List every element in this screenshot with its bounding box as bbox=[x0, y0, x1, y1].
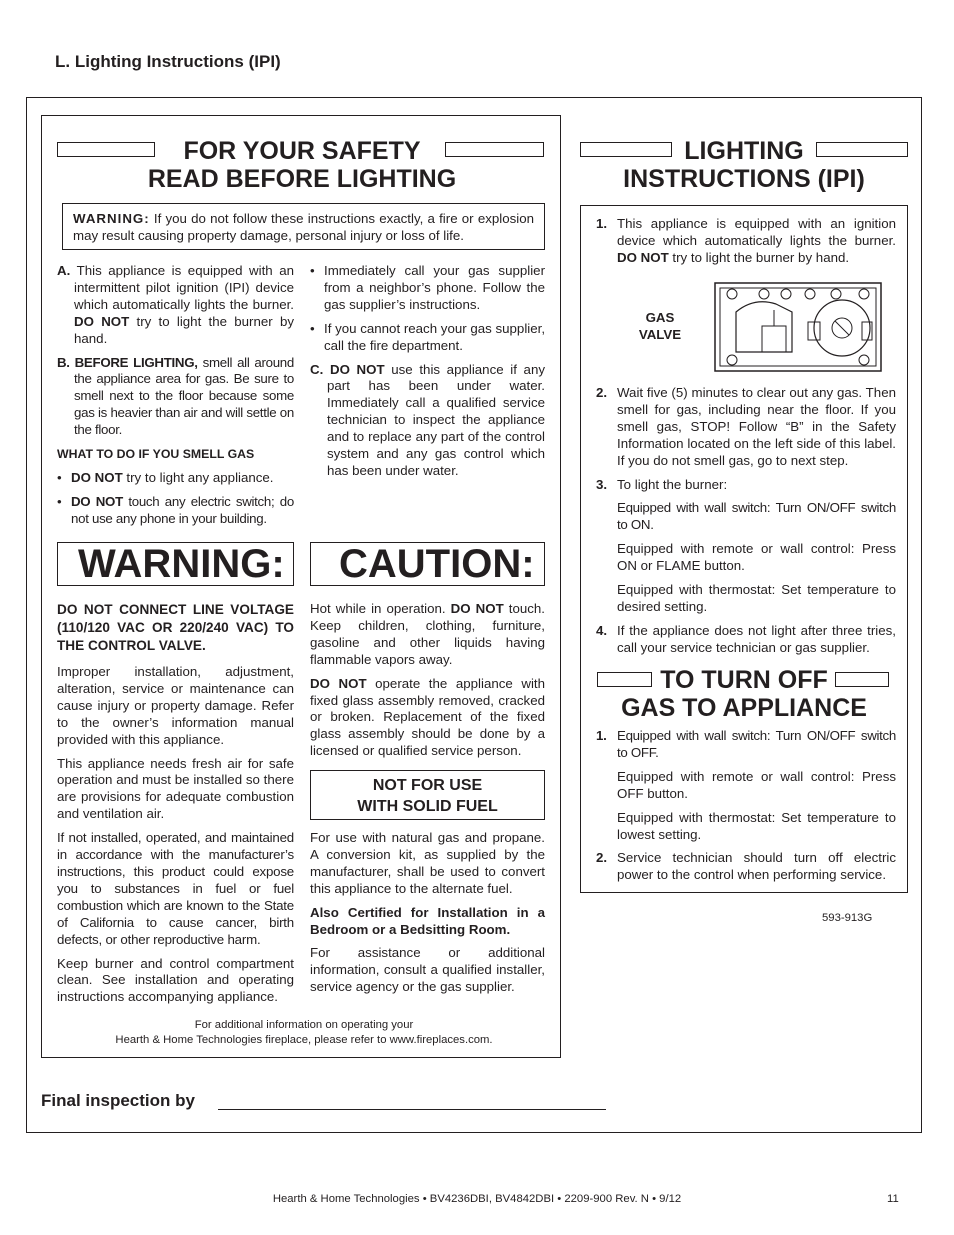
lighting-step-2: 2. Wait five (5) minutes to clear out any gas. Then smell for gas, including near the floor. If you smell gas, STOP! Follow “B” in the Safety Information located on the left side of this label. If you do not smell gas, go to next step. bbox=[596, 385, 896, 468]
warning-headline: DO NOT CONNECT LINE VOLTAGE (110/120 VAC OR 220/240 VAC) TO THE CONTROL VALVE. bbox=[57, 602, 294, 653]
lighting-step-3: 3. To light the burner: bbox=[596, 476, 728, 492]
smell-gas-item: • DO NOT touch any electric switch; do not use any phone in your building. bbox=[57, 493, 294, 526]
lighting-title-line1: LIGHTING bbox=[684, 137, 804, 165]
safety-column-left bbox=[57, 263, 294, 535]
safety-item-c-label: C. bbox=[310, 361, 324, 377]
lighting-step-3a: Equipped with wall switch: Turn ON/OFF switch to ON. bbox=[617, 500, 896, 533]
turnoff-step-1: 1. Equipped with wall switch: Turn ON/OFF switch to OFF. bbox=[596, 728, 896, 760]
caution-paragraph: DO NOT operate the appliance with fixed glass assembly removed, cracked or broken. Replacement of the fixed glass assembly should be done by a licensed or qualified service person. bbox=[310, 675, 545, 759]
gas-valve-label: GAS VALVE bbox=[638, 310, 682, 342]
turnoff-step-2: 2. Service technician should turn off electric power to the control when performing service. bbox=[596, 850, 896, 883]
lighting-step-4: 4. If the appliance does not light after three tries, call your service technician or gas supplier. bbox=[596, 622, 896, 655]
additional-info-note: For additional information on operating your Hearth & Home Technologies fireplace, please refer to www.fireplaces.com. bbox=[115, 1019, 493, 1046]
turnoff-title-line2: GAS TO APPLIANCE bbox=[621, 694, 867, 722]
final-inspection-signature-line bbox=[218, 1109, 606, 1110]
safety-item-b: B. BEFORE LIGHTING, smell all around the appliance area for gas. Be sure to smell next to the floor because some gas is heavier than air and will settle on the floor. bbox=[57, 354, 294, 438]
smell-gas-item: • DO NOT try to light any appliance. bbox=[57, 469, 274, 485]
caution-banner: CAUTION: bbox=[310, 542, 545, 586]
caution-column bbox=[310, 601, 545, 767]
warning-paragraph: Improper installation, adjustment, alteration, service or maintenance can cause injury or property damage. Refer to the owner’s information manual provided with this appliance. bbox=[57, 664, 294, 747]
lighting-steps bbox=[596, 385, 896, 664]
safety-column-right bbox=[310, 263, 545, 487]
safety-title-line2: READ BEFORE LIGHTING bbox=[147, 165, 457, 193]
warning-column bbox=[57, 601, 294, 1013]
smell-gas-item: • Immediately call your gas supplier from a neighbor’s phone. Follow the gas supplier’s instructions. bbox=[310, 263, 545, 312]
caution-column-lower bbox=[310, 830, 545, 1003]
page-number: 11 bbox=[887, 1193, 899, 1205]
lighting-step-1: 1. This appliance is equipped with an ignition device which automatically lights the burner. DO NOT try to light the burner by hand. bbox=[596, 216, 896, 265]
safety-item-a-label: A. bbox=[57, 263, 71, 278]
lighting-title-line2: INSTRUCTIONS (IPI) bbox=[623, 165, 865, 193]
warning-paragraph: This appliance needs fresh air for safe operation and must be installed so there are provisions for adequate combustion and ventilation air. bbox=[57, 755, 294, 822]
safety-item-c: C. DO NOT use this appliance if any part has been under water. Immediately call a qualified service technician to inspect the appliance and to replace any part of the control system and any gas control which has been under water. bbox=[310, 361, 545, 478]
warning-banner: WARNING: bbox=[57, 542, 294, 586]
safety-warning-box bbox=[62, 203, 545, 250]
solid-fuel-line1: NOT FOR USE bbox=[372, 777, 483, 794]
turnoff-step-1c: Equipped with thermostat: Set temperature to lowest setting. bbox=[617, 809, 896, 842]
turnoff-title bbox=[600, 666, 888, 722]
solid-fuel-box bbox=[310, 770, 545, 820]
lighting-step-3b: Equipped with remote or wall control: Press ON or FLAME button. bbox=[617, 541, 896, 574]
caution-paragraph: For use with natural gas and propane. A conversion kit, as supplied by the manufacturer, shall be used to convert this appliance to the alternate fuel. bbox=[310, 830, 545, 896]
lighting-step-3c: Equipped with thermostat: Set temperature to desired setting. bbox=[617, 582, 896, 614]
safety-title-line1: FOR YOUR SAFETY bbox=[183, 137, 421, 165]
page-footer: Hearth & Home Technologies • BV4236DBI, BV4842DBI • 2209-900 Rev. N • 9/12 bbox=[272, 1193, 682, 1205]
safety-item-a: A. This appliance is equipped with an intermittent pilot ignition (IPI) device which automatically lights the burner. DO NOT try to light the burner by hand. bbox=[57, 263, 294, 346]
safety-warning-label: WARNING: bbox=[73, 211, 150, 226]
final-inspection-label: Final inspection by bbox=[41, 1091, 195, 1110]
turnoff-steps bbox=[596, 728, 896, 891]
lighting-title bbox=[600, 137, 888, 193]
safety-title bbox=[140, 137, 464, 193]
section-heading: L. Lighting Instructions (IPI) bbox=[55, 52, 281, 71]
solid-fuel-line2: WITH SOLID FUEL bbox=[357, 798, 498, 815]
caution-paragraph: For assistance or additional information, consult a qualified installer, service agency or the gas supplier. bbox=[310, 945, 545, 995]
smell-gas-heading: WHAT TO DO IF YOU SMELL GAS bbox=[57, 447, 255, 462]
turnoff-step-1b: Equipped with remote or wall control: Press OFF button. bbox=[617, 768, 896, 801]
smell-gas-item: • If you cannot reach your gas supplier, call the fire department. bbox=[310, 320, 546, 353]
warning-paragraph: Keep burner and control compartment clean. See installation and operating instructions accompanying appliance. bbox=[57, 955, 294, 1005]
caution-paragraph: Hot while in operation. DO NOT touch. Keep children, clothing, furniture, gasoline and other liquids having flammable vapors away. bbox=[310, 601, 545, 667]
safety-item-b-label: B. BEFORE LIGHTING, bbox=[57, 354, 198, 370]
bedroom-certification: Also Certified for Installation in a Bedroom or a Bedsitting Room. bbox=[310, 904, 545, 937]
turnoff-title-line1: TO TURN OFF bbox=[660, 666, 828, 694]
label-part-number: 593-913G bbox=[822, 912, 873, 924]
safety-warning-text: If you do not follow these instructions exactly, a fire or explosion may result causing property damage, personal injury or loss of life. bbox=[73, 211, 534, 243]
warning-paragraph: If not installed, operated, and maintained in accordance with the manufacturer’s instructions, this product could expose you to substances in fuel or fuel combustion which are known to the State of California to cause cancer, birth defects, or other reproductive harm. bbox=[57, 830, 294, 947]
gas-valve-diagram bbox=[714, 282, 882, 372]
